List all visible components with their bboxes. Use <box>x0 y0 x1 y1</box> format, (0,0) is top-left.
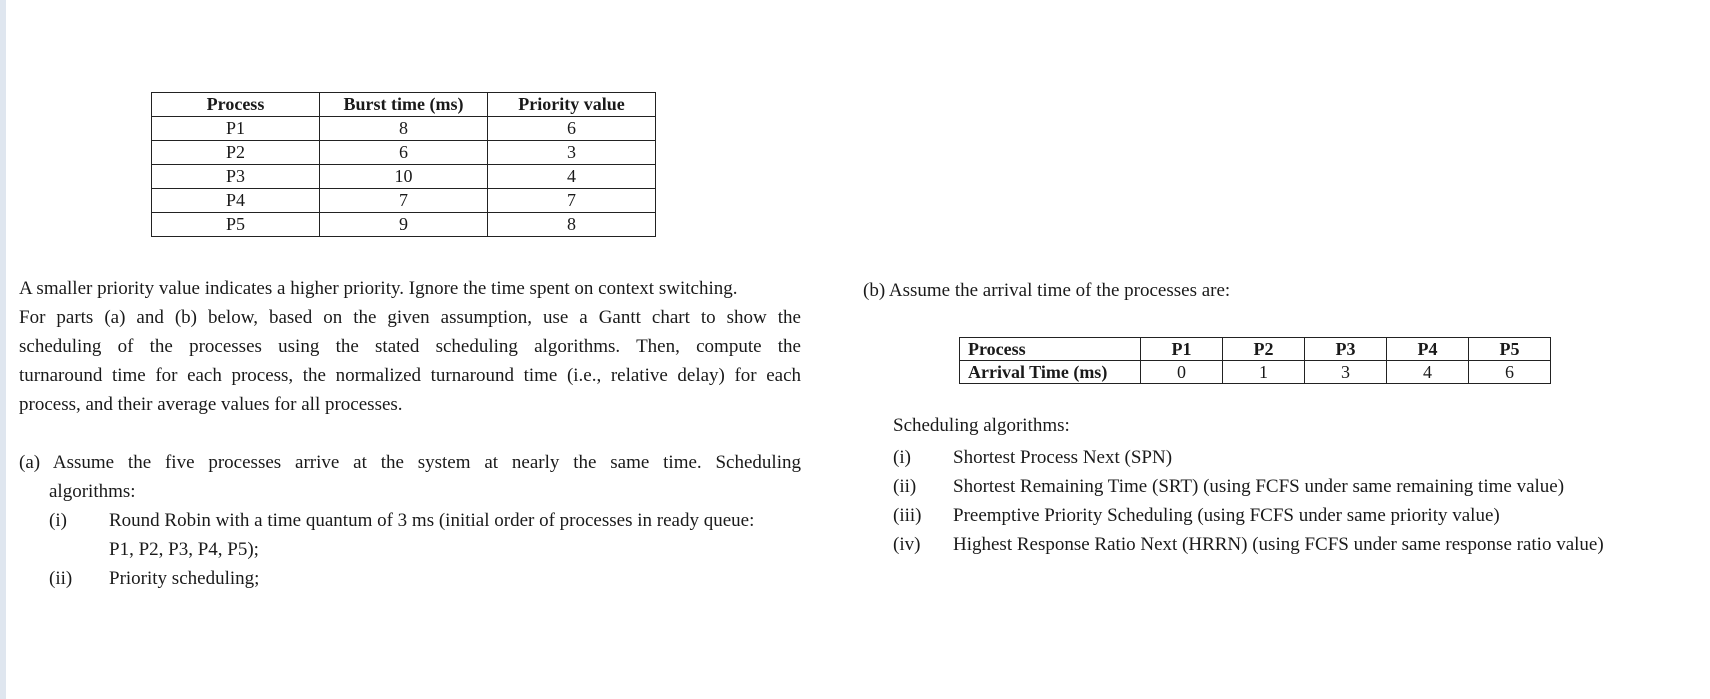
process-burst-priority-table <box>151 92 656 237</box>
cell-process: P1 <box>152 117 320 141</box>
cell-priority: 6 <box>488 117 656 141</box>
cell-burst: 7 <box>320 189 488 213</box>
row-label-arrival-time: Arrival Time (ms) <box>960 361 1141 384</box>
item-number: (iii) <box>893 505 922 526</box>
arrival-header-row <box>960 338 1551 361</box>
header-process: Process <box>152 93 320 117</box>
cell-process: P4 <box>152 189 320 213</box>
item-number: (iv) <box>893 534 921 555</box>
item-number: (i) <box>49 510 67 531</box>
arrival-cell: 0 <box>1141 361 1223 384</box>
table-row <box>152 165 656 189</box>
intro-line: For parts (a) and (b) below, based on the given assumption, use a Gantt chart to show the <box>19 307 801 328</box>
cell-priority: 8 <box>488 213 656 237</box>
header-process: Process <box>960 338 1141 361</box>
item-number: (ii) <box>49 568 73 589</box>
item-text: Preemptive Priority Scheduling (using FCFS under same priority value) <box>953 505 1500 526</box>
table-row <box>152 189 656 213</box>
part-b-item-i <box>893 443 1693 473</box>
item-number: (i) <box>893 447 911 468</box>
arrival-time-row <box>960 361 1551 384</box>
header-p1: P1 <box>1141 338 1223 361</box>
item-text: Round Robin with a time quantum of 3 ms (initial order of processes in ready queue: <box>109 510 755 531</box>
part-b-item-iii <box>893 501 1693 531</box>
table-header-row <box>152 93 656 117</box>
table-row <box>152 213 656 237</box>
cell-priority: 3 <box>488 141 656 165</box>
intro-line: scheduling of the processes using the stated scheduling algorithms. Then, compute the <box>19 336 801 357</box>
part-a-paragraph <box>19 448 801 506</box>
item-text: Shortest Process Next (SPN) <box>953 447 1173 468</box>
part-b-item-ii <box>893 472 1693 502</box>
item-text: Shortest Remaining Time (SRT) (using FCFS under same remaining time value) <box>953 476 1565 497</box>
table-row <box>152 117 656 141</box>
header-p4: P4 <box>1387 338 1469 361</box>
cell-process: P3 <box>152 165 320 189</box>
part-b-item-iv <box>893 530 1693 560</box>
header-p3: P3 <box>1305 338 1387 361</box>
cell-priority: 4 <box>488 165 656 189</box>
header-priority-value: Priority value <box>488 93 656 117</box>
table-row <box>152 141 656 165</box>
item-text: Priority scheduling; <box>109 568 260 589</box>
cell-burst: 10 <box>320 165 488 189</box>
intro-paragraph <box>19 274 801 419</box>
arrival-cell: 1 <box>1223 361 1305 384</box>
header-p5: P5 <box>1469 338 1551 361</box>
item-text: Highest Response Ratio Next (HRRN) (using FCFS under same response ratio value) <box>953 534 1604 555</box>
cell-process: P2 <box>152 141 320 165</box>
part-b-intro: (b) Assume the arrival time of the processes are: <box>863 280 1231 301</box>
item-text-continued: P1, P2, P3, P4, P5); <box>109 539 259 560</box>
intro-line: A smaller priority value indicates a higher priority. Ignore the time spent on context switching. <box>19 278 738 299</box>
intro-line: process, and their average values for all processes. <box>19 394 403 415</box>
left-edge-strip <box>0 0 6 699</box>
arrival-time-table <box>959 337 1551 384</box>
arrival-cell: 6 <box>1469 361 1551 384</box>
part-a-item-i <box>49 506 809 566</box>
cell-burst: 6 <box>320 141 488 165</box>
cell-burst: 8 <box>320 117 488 141</box>
header-burst-time: Burst time (ms) <box>320 93 488 117</box>
part-a-item-ii <box>49 564 809 594</box>
part-a-line-1: (a) Assume the five processes arrive at the system at nearly the same time. Scheduling <box>19 452 801 473</box>
arrival-cell: 3 <box>1305 361 1387 384</box>
cell-burst: 9 <box>320 213 488 237</box>
cell-process: P5 <box>152 213 320 237</box>
intro-line: turnaround time for each process, the normalized turnaround time (i.e., relative delay) for each <box>19 365 801 386</box>
part-a-line-2: algorithms: <box>49 481 136 502</box>
item-number: (ii) <box>893 476 917 497</box>
arrival-cell: 4 <box>1387 361 1469 384</box>
scheduling-algorithms-title: Scheduling algorithms: <box>893 415 1070 436</box>
cell-priority: 7 <box>488 189 656 213</box>
header-p2: P2 <box>1223 338 1305 361</box>
